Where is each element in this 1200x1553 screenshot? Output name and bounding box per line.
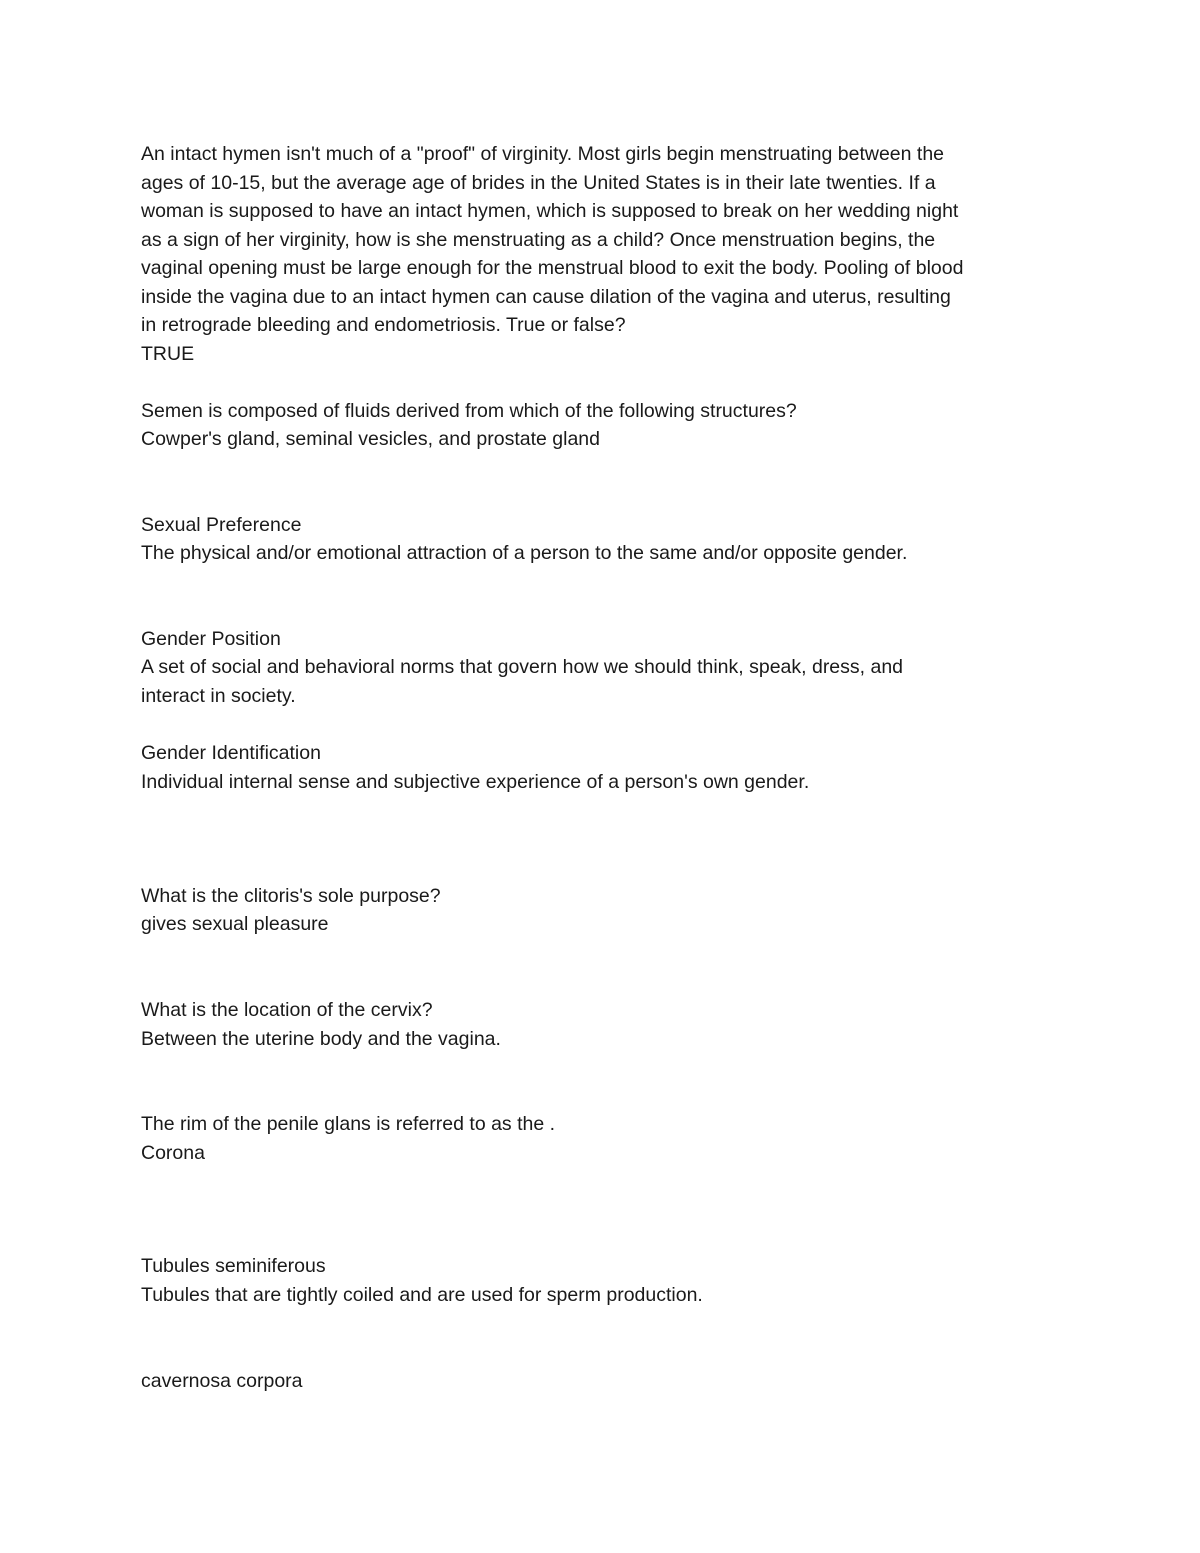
card-definition: Individual internal sense and subjective experience of a person's own gender. [141,771,810,793]
card-term: What is the location of the cervix? [141,999,433,1021]
card-definition: The physical and/or emotional attraction of a person to the same and/or opposite gender. [141,542,908,564]
card-term: Sexual Preference [141,514,302,536]
card-term: Tubules seminiferous [141,1255,326,1277]
card-definition: interact in society. [141,685,296,707]
intro-question-line: in retrograde bleeding and endometriosis. True or false? [141,314,626,336]
intro-question-line: vaginal opening must be large enough for the menstrual blood to exit the body. Pooling of blood [141,257,964,279]
intro-question-line: as a sign of her virginity, how is she menstruating as a child? Once menstruation begins, the [141,229,936,251]
card-definition: Corona [141,1142,205,1164]
card-definition: gives sexual pleasure [141,913,329,935]
card-term: cavernosa corpora [141,1370,303,1392]
intro-question-line: woman is supposed to have an intact hymen, which is supposed to break on her wedding night [141,200,959,222]
card-term: The rim of the penile glans is referred to as the . [141,1113,556,1135]
card-definition: Tubules that are tightly coiled and are used for sperm production. [141,1284,703,1306]
card-term: Semen is composed of fluids derived from which of the following structures? [141,400,797,422]
card-definition: Cowper's gland, seminal vesicles, and prostate gland [141,428,600,450]
card-definition: A set of social and behavioral norms that govern how we should think, speak, dress, and [141,656,904,678]
intro-question-line: inside the vagina due to an intact hymen can cause dilation of the vagina and uterus, resulting [141,286,951,308]
card-term: Gender Identification [141,742,321,764]
card-definition: Between the uterine body and the vagina. [141,1028,501,1050]
intro-question-line: An intact hymen isn't much of a "proof" of virginity. Most girls begin menstruating between the [141,143,945,165]
card-term: What is the clitoris's sole purpose? [141,885,441,907]
intro-question-line: ages of 10-15, but the average age of brides in the United States is in their late twenties. If a [141,172,936,194]
intro-answer: TRUE [141,343,195,365]
card-term: Gender Position [141,628,281,650]
